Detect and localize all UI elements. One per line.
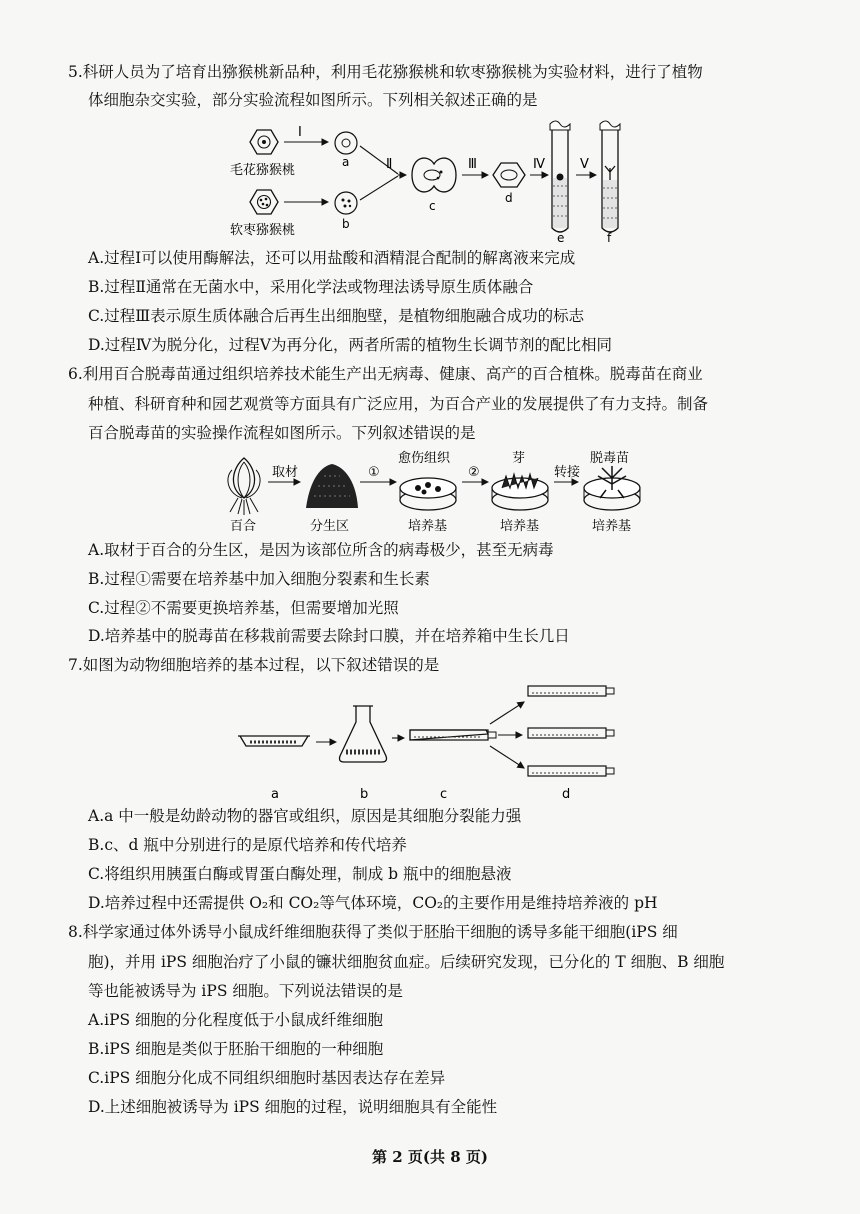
label-transfer: 转接 bbox=[554, 465, 581, 480]
protoplast-a bbox=[335, 132, 357, 154]
label-a: a bbox=[271, 787, 279, 802]
label-e: e bbox=[557, 231, 565, 242]
label-medium-1: 培养基 bbox=[408, 519, 448, 534]
q8-option-a: A.iPS 细胞的分化程度低于小鼠成纤维细胞 bbox=[88, 1011, 384, 1029]
q7-figure-svg bbox=[236, 680, 626, 802]
q8-option-c: C.iPS 细胞分化成不同组织细胞时基因表达存在差异 bbox=[88, 1069, 446, 1087]
q7-stem-line1: 7.如图为动物细胞培养的基本过程，以下叙述错误的是 bbox=[68, 656, 440, 674]
fused-cell-c bbox=[412, 158, 456, 192]
label-a: a bbox=[342, 155, 350, 169]
culture-flask-c bbox=[410, 730, 496, 740]
flask-b bbox=[340, 706, 387, 762]
q7-option-a: A.a 中一般是幼龄动物的器官或组织，原因是其细胞分裂能力强 bbox=[88, 807, 522, 825]
q6-option-b: B.过程①需要在培养基中加入细胞分裂素和生长素 bbox=[88, 570, 430, 588]
medium-dish-1 bbox=[400, 478, 456, 510]
label-bud: 芽 bbox=[512, 451, 526, 466]
q5-stem-line1: 5.科研人员为了培育出猕猴桃新品种，利用毛花猕猴桃和软枣猕猴桃为实验材料，进行了植物 bbox=[68, 63, 703, 81]
q5-option-d: D.过程Ⅳ为脱分化，过程Ⅴ为再分化，两者所需的植物生长调节剂的配比相同 bbox=[88, 336, 612, 354]
meristem-mound bbox=[306, 464, 358, 508]
q8-stem-line2: 胞)，并用 iPS 细胞治疗了小鼠的镰状细胞贫血症。后续研究发现，已分化的 T 细胞、B 细胞 bbox=[88, 953, 725, 971]
label-step-I: Ⅰ bbox=[298, 125, 302, 140]
culture-flask-d2 bbox=[528, 728, 614, 738]
label-lily: 百合 bbox=[230, 519, 257, 534]
q8-stem-line3: 等也能被诱导为 iPS 细胞。下列说法错误的是 bbox=[88, 982, 403, 1000]
label-f: f bbox=[607, 231, 612, 242]
q6-stem-line3: 百合脱毒苗的实验操作流程如图所示。下列叙述错误的是 bbox=[88, 424, 476, 442]
lily-bulb-icon bbox=[228, 458, 260, 515]
label-b: b bbox=[342, 217, 350, 231]
label-seedling: 脱毒苗 bbox=[590, 451, 630, 466]
protoplast-b bbox=[335, 192, 357, 214]
q6-figure bbox=[210, 448, 650, 534]
q5-option-c: C.过程Ⅲ表示原生质体融合后再生出细胞壁，是植物细胞融合成功的标志 bbox=[88, 307, 585, 325]
page-footer: 第 2 页(共 8 页) bbox=[372, 1148, 488, 1166]
label-step-III: Ⅲ bbox=[468, 157, 477, 172]
label-d: d bbox=[505, 191, 513, 205]
culture-flask-d3 bbox=[528, 766, 614, 776]
q6-stem-line1: 6.利用百合脱毒苗通过组织培养技术能生产出无病毒、健康、高产的百合植株。脱毒苗在商业 bbox=[68, 365, 703, 383]
q8-option-b: B.iPS 细胞是类似于胚胎干细胞的一种细胞 bbox=[88, 1040, 384, 1058]
label-step-1: ① bbox=[368, 465, 380, 480]
label-c: c bbox=[429, 199, 436, 213]
q6-stem-line2: 种植、科研育种和园艺观赏等方面具有广泛应用，为百合产业的发展提供了有力支持。制备 bbox=[88, 395, 709, 413]
culture-flask-d1 bbox=[528, 686, 614, 696]
label-step-II: Ⅱ bbox=[386, 157, 393, 172]
hybrid-cell-d bbox=[493, 163, 525, 187]
q8-stem-line1: 8.科学家通过体外诱导小鼠成纤维细胞获得了类似于胚胎干细胞的诱导多能干细胞(iPS 细 bbox=[68, 923, 678, 941]
q5-figure bbox=[200, 118, 660, 242]
q7-figure bbox=[236, 680, 626, 802]
label-plant-1: 毛花猕猴桃 bbox=[230, 163, 296, 178]
label-plant-2: 软枣猕猴桃 bbox=[230, 223, 296, 238]
q6-option-d: D.培养基中的脱毒苗在移栽前需要去除封口膜，并在培养箱中生长几日 bbox=[88, 627, 570, 645]
plant-cell-2 bbox=[250, 190, 278, 214]
test-tube-f bbox=[600, 121, 620, 232]
q7-option-c: C.将组织用胰蛋白酶或胃蛋白酶处理，制成 b 瓶中的细胞悬液 bbox=[88, 865, 512, 883]
test-tube-e bbox=[550, 121, 570, 232]
label-medium-3: 培养基 bbox=[592, 519, 632, 534]
label-medium-2: 培养基 bbox=[500, 519, 540, 534]
q8-option-d: D.上述细胞被诱导为 iPS 细胞的过程，说明细胞具有全能性 bbox=[88, 1098, 498, 1116]
q5-option-a: A.过程Ⅰ可以使用酶解法，还可以用盐酸和酒精混合配制的解离液来完成 bbox=[88, 249, 576, 267]
q7-option-d: D.培养过程中还需提供 O₂和 CO₂等气体环境，CO₂的主要作用是维持培养液的 pH bbox=[88, 894, 658, 912]
q7-option-b: B.c、d 瓶中分别进行的是原代培养和传代培养 bbox=[88, 836, 407, 854]
label-take: 取材 bbox=[272, 465, 299, 480]
label-callus: 愈伤组织 bbox=[398, 451, 451, 466]
q5-figure-svg bbox=[200, 118, 660, 242]
petri-dish-a bbox=[238, 736, 310, 746]
q6-option-a: A.取材于百合的分生区，是因为该部位所含的病毒极少，甚至无病毒 bbox=[88, 541, 554, 559]
label-step-IV: Ⅳ bbox=[533, 157, 545, 172]
plant-cell-1 bbox=[250, 130, 278, 154]
q6-option-c: C.过程②不需要更换培养基，但需要增加光照 bbox=[88, 599, 399, 617]
label-meristem: 分生区 bbox=[310, 519, 350, 534]
q5-option-b: B.过程Ⅱ通常在无菌水中，采用化学法或物理法诱导原生质体融合 bbox=[88, 278, 534, 296]
q6-figure-svg bbox=[210, 448, 650, 534]
label-d: d bbox=[562, 787, 571, 802]
label-step-2: ② bbox=[468, 465, 480, 480]
medium-dish-2 bbox=[492, 474, 548, 510]
label-b: b bbox=[360, 787, 369, 802]
label-c: c bbox=[440, 787, 448, 802]
medium-dish-3 bbox=[584, 466, 640, 510]
label-step-V: Ⅴ bbox=[580, 157, 589, 172]
q5-stem-line2: 体细胞杂交实验，部分实验流程如图所示。下列相关叙述正确的是 bbox=[88, 91, 538, 109]
